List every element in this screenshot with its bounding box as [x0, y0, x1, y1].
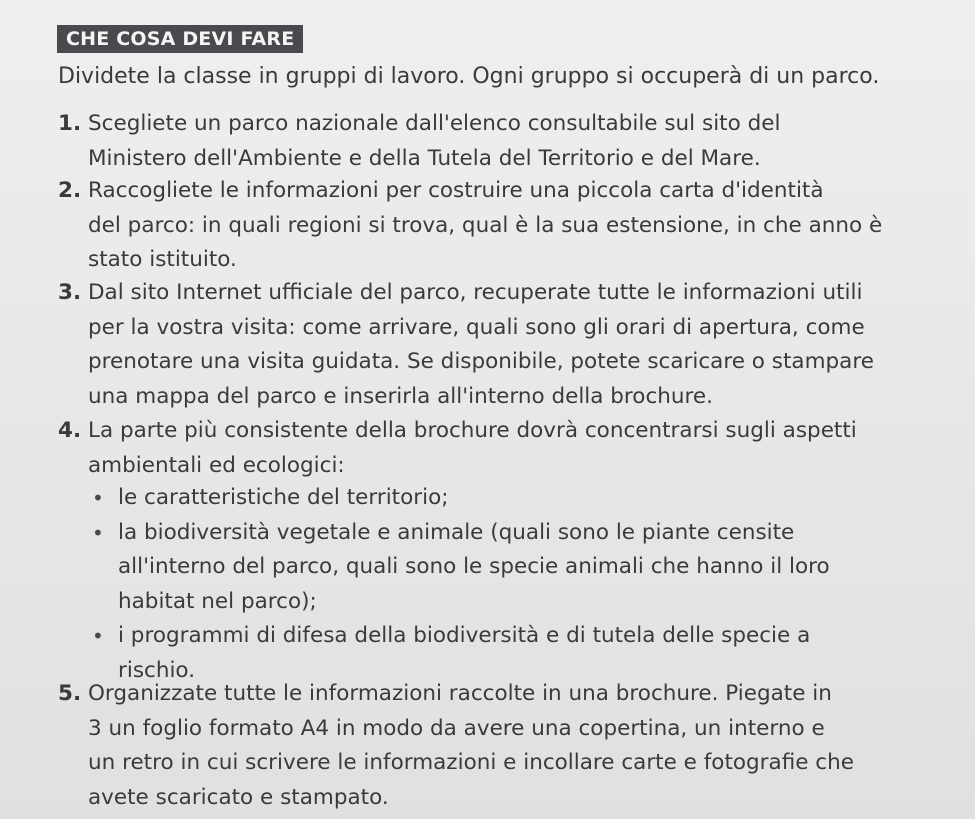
item-number: 1. — [58, 111, 82, 136]
list-item-4 — [58, 414, 968, 483]
item-number: 4. — [58, 418, 82, 443]
intro-paragraph: Dividete la classe in gruppi di lavoro. Ogni gruppo si occuperà di un parco. — [58, 64, 880, 89]
item-number: 5. — [58, 681, 82, 706]
bullet-item — [90, 481, 960, 516]
bullet-dot-icon: • — [92, 486, 104, 510]
list-item-3 — [58, 276, 968, 414]
bullet-text-line: la biodiversità vegetale e animale (quali sono le piante censite — [118, 519, 795, 545]
bullet-text-line: habitat nel parco); — [118, 588, 317, 614]
bullet-dot-icon: • — [92, 520, 104, 545]
item-number: 2. — [58, 178, 82, 203]
item-text-line: del parco: in quali regioni si trova, qual è la sua estensione, in che anno è — [88, 212, 883, 238]
item-text-line: una mappa del parco e inserirla all'interno della brochure. — [88, 383, 713, 409]
bullet-item — [90, 516, 960, 620]
bullet-text-line: le caratteristiche del territorio; — [118, 485, 449, 510]
item-text-line: ambientali ed ecologici: — [88, 452, 345, 478]
item-text-line: Scegliete un parco nazionale dall'elenco consultabile sul sito del — [88, 111, 781, 136]
item-text-line: La parte più consistente della brochure dovrà concentrarsi sugli aspetti — [88, 418, 857, 443]
bullet-text-line: i programmi di difesa della biodiversità e di tutela delle specie a — [118, 623, 811, 648]
item-number: 3. — [58, 280, 82, 305]
list-item-1 — [58, 107, 968, 176]
item-text-line: Dal sito Internet ufficiale del parco, recuperate tutte le informazioni utili — [88, 280, 863, 305]
item-text-line: Organizzate tutte le informazioni raccolte in una brochure. Piegate in — [88, 681, 832, 706]
bullet-dot-icon: • — [92, 624, 104, 648]
list-item-2 — [58, 174, 968, 278]
list-item-5 — [58, 677, 968, 815]
section-heading: CHE COSA DEVI FARE — [57, 25, 303, 53]
bullet-text-line: rischio. — [118, 657, 196, 683]
item-text-line: per la vostra visita: come arrivare, quali sono gli orari di apertura, come — [88, 314, 865, 340]
item-text-line: Ministero dell'Ambiente e della Tutela del Territorio e del Mare. — [88, 145, 761, 171]
item-text-line: Raccogliete le informazioni per costruire una piccola carta d'identità — [88, 178, 824, 203]
item-text-line: stato istituito. — [88, 247, 237, 272]
item-text-line: prenotare una visita guidata. Se disponibile, potete scaricare o stampare — [88, 349, 874, 374]
bullet-text-line: all'interno del parco, quali sono le specie animali che hanno il loro — [118, 554, 830, 579]
bullet-list — [90, 481, 960, 688]
item-text-line: 3 un foglio formato A4 in modo da avere una copertina, un interno e — [88, 715, 825, 741]
item-text-line: avete scaricato e stampato. — [88, 784, 389, 810]
item-text-line: un retro in cui scrivere le informazioni e incollare carte e fotografie che — [88, 750, 854, 775]
